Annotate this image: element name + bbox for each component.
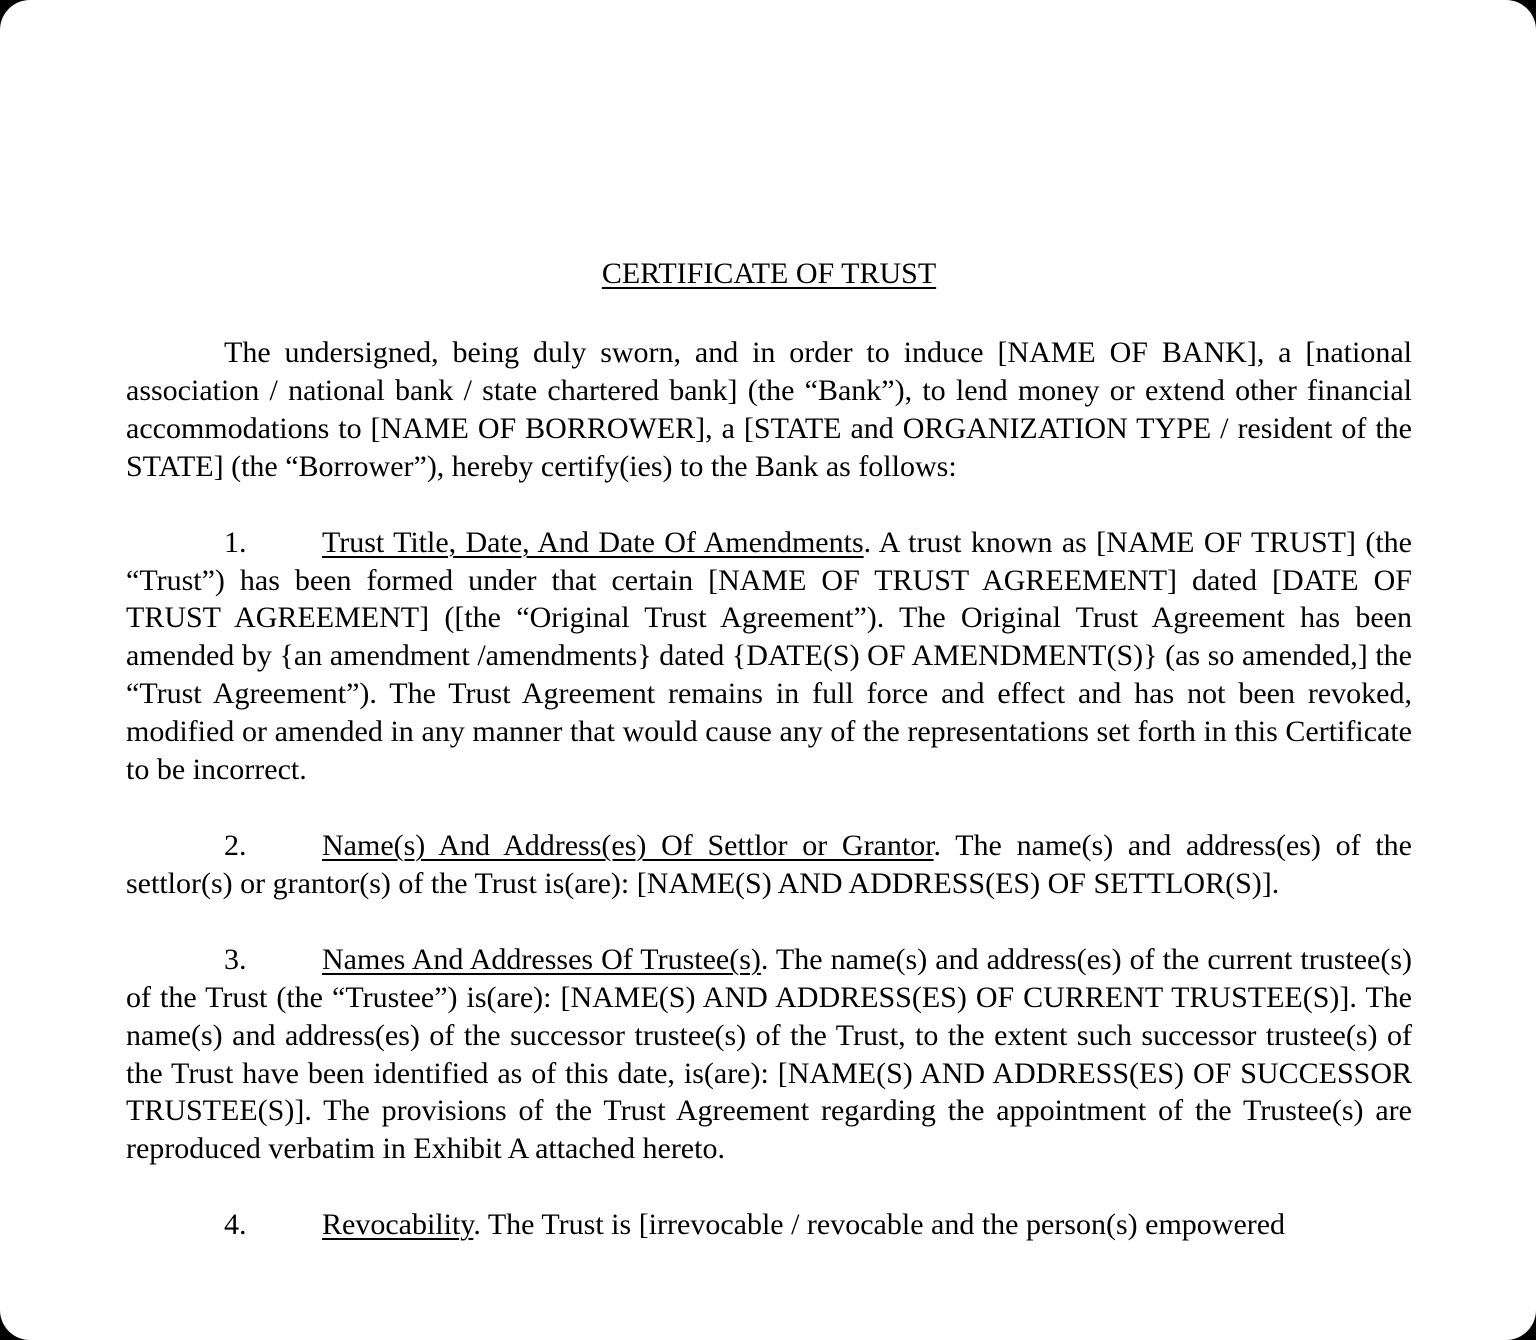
section-3 <box>126 941 1412 1168</box>
document-title: CERTIFICATE OF TRUST <box>601 257 937 290</box>
section-body: . The Trust is [irrevocable / revocable and the person(s) empowered <box>473 1208 1286 1242</box>
section-heading: Revocability <box>322 1208 474 1242</box>
document-body <box>126 252 1412 1282</box>
section-heading: Names And Addresses Of Trustee(s) <box>322 942 761 976</box>
section-1 <box>126 524 1412 789</box>
section-4 <box>126 1206 1412 1244</box>
section-2 <box>126 827 1412 903</box>
section-body: . The name(s) and address(es) of the current trustee(s) of the Trust (the “Trustee”) is(are): [NAME(S) AND ADDRESS(ES) OF CURRENT TRUSTEE(S)]. The name(s) and address(es) of the successor trustee(s) of the Trust, to the extent such successor trustee(s) of the Trust have been identified as of this date, is(are): [NAME(S) AND ADDRESS(ES) OF SUCCESSOR TRUSTEE(S)]. The provisions of the Trust Agreement regarding the appointment of the Trustee(s) are reproduced verbatim in Exhibit A attached hereto. <box>126 942 1413 1166</box>
section-heading: Name(s) And Address(es) Of Settlor or Grantor <box>322 828 934 862</box>
section-number: 3. <box>224 942 247 976</box>
intro-paragraph: The undersigned, being duly sworn, and in order to induce [NAME OF BANK], a [national association / national bank / state chartered bank] (the “Bank”), to lend money or extend other financial accommodations to [NAME OF BORROWER], a [STATE and ORGANIZATION TYPE / resident of the STATE] (the “Borrower”), hereby certify(ies) to the Bank as follows: <box>126 336 1412 483</box>
section-number: 4. <box>224 1208 247 1242</box>
section-number: 1. <box>224 525 247 559</box>
section-body: . The name(s) and address(es) of the settlor(s) or grantor(s) of the Trust is(are): [NAME(S) AND ADDRESS(ES) OF SETTLOR(S)]. <box>126 828 1412 900</box>
section-number: 2. <box>224 828 247 862</box>
section-heading: Trust Title, Date, And Date Of Amendments <box>322 525 864 559</box>
section-body: . A trust known as [NAME OF TRUST] (the “Trust”) has been formed under that certain [NAME OF TRUST AGREEMENT] dated [DATE OF TRUST AGREEMENT] ([the “Original Trust Agreement”). The Original Trust Agreement has been amended by {an amendment /amendments} dated {DATE(S) OF AMENDMENT(S)} (as so amended,] the “Trust Agreement”). The Trust Agreement remains in full force and effect and has not been revoked, modified or amended in any manner that would cause any of the representations set forth in this Certificate to be incorrect. <box>126 525 1412 787</box>
